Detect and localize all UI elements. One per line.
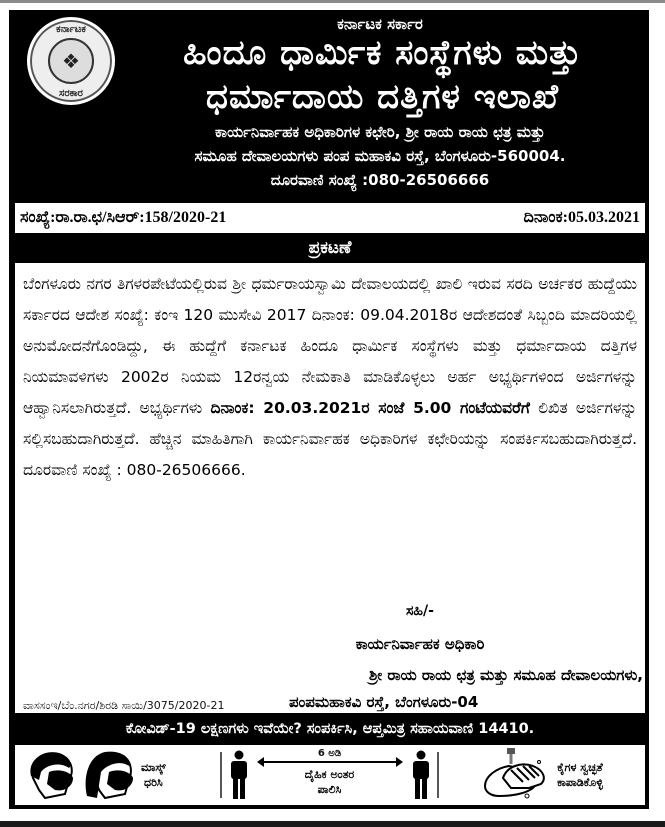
double-arrow-icon xyxy=(259,761,401,763)
signatory-office-line2: ಪಂಪಮಹಾಕವಿ ರಸ್ತೆ, ಬೆಂಗಳೂರು-04 xyxy=(289,693,479,711)
handwash-label xyxy=(557,760,603,790)
person-icon xyxy=(227,750,251,800)
covid-guidelines-strip xyxy=(15,745,645,805)
distance-value: 6 ಅಡಿ xyxy=(317,748,342,759)
emblem-arc-top: ಕರ್ನಾಟಕ xyxy=(56,24,86,35)
reference-number: ಸಂಖ್ಯೆ:ರಾ.ರಾ.ಛ/ಸಿಆರ್:158/2020-21 xyxy=(20,209,227,226)
department-title-line2: ಧರ್ಮಾದಾಯ ದತ್ತಿಗಳ ಇಲಾಖೆ xyxy=(206,77,559,117)
distance-label-line2: ಪಾಲಿಸಿ xyxy=(317,783,342,796)
signature-signed: ಸಹಿ/- xyxy=(406,603,434,619)
notice-body xyxy=(15,263,645,713)
department-title-line1: ಹಿಂದೂ ಧಾರ್ಮಿಕ ಸಂಸ್ಥೆಗಳು ಮತ್ತು xyxy=(183,33,582,73)
distance-label-line1: ದೈಹಿಕ ಅಂತರ xyxy=(304,768,355,781)
signatory-designation: ಕಾರ್ಯನಿರ್ವಾಹಕ ಅಧಿಕಾರಿ xyxy=(355,635,485,653)
notice-frame xyxy=(9,10,649,809)
reference-date: ದಿನಾಂಕ:05.03.2021 xyxy=(523,209,640,226)
reference-bar xyxy=(15,203,645,233)
distance-label xyxy=(255,767,405,797)
handwash-guideline xyxy=(439,745,645,805)
government-name: ಕರ್ನಾಟಕ ಸರ್ಕಾರ xyxy=(337,15,423,33)
office-address-line2: ಸಮೂಹ ದೇವಾಲಯಗಳು ಪಂಪ ಮಹಾಕವಿ ರಸ್ತೆ, ಬೆಂಗಳೂರು-560004. xyxy=(194,147,566,165)
covid-helpline-banner: ಕೋವಿಡ್-19 ಲಕ್ಷಣಗಳು ಇವೆಯೇ? ಸಂಪರ್ಕಿಸಿ, ಆಪ್ತಮಿತ್ರ ಸಹಾಯವಾಣಿ 14410. xyxy=(125,721,535,737)
handwash-label-line1: ಕೈಗಳ ಸ್ವಚ್ಛತೆ xyxy=(557,761,603,774)
notice-paragraph xyxy=(23,269,637,486)
mask-label-line2: ಧರಿಸಿ xyxy=(144,776,163,789)
application-deadline: ದಿನಾಂಕ: 20.03.2021ರ ಸಂಜೆ 5.00 ಗಂಟೆಯವರೆಗೆ xyxy=(210,399,530,417)
distance-indicator xyxy=(255,749,405,801)
handwash-icon xyxy=(481,748,551,802)
header xyxy=(10,11,650,201)
office-address-line1: ಕಾರ್ಯನಿರ್ವಾಹಕ ಅಧಿಕಾರಿಗಳ ಕಛೇರಿ, ಶ್ರೀ ರಾಯ ರಾಯ ಛತ್ರ ಮತ್ತು xyxy=(215,123,545,141)
emblem-inner xyxy=(48,38,94,84)
karnataka-emblem-icon xyxy=(27,17,115,105)
mask-label-line1: ಮಾಸ್ಕ್ xyxy=(141,761,166,774)
bottom-rule xyxy=(0,821,665,827)
mask-guideline xyxy=(15,745,220,805)
distance-guideline xyxy=(222,745,437,805)
handwash-label-line2: ಕಾಪಾಡಿಕೊಳ್ಳಿ xyxy=(557,776,603,789)
body-text-part2: ಲಿಖಿತ ಅರ್ಜಿಗಳನ್ನು ಸಲ್ಲಿಸಬಹುದಾಗಿರುತ್ತದೆ. ಹೆಚ್ಚಿನ ಮಾಹಿತಿಗಾಗಿ ಕಾರ್ಯನಿರ್ವಾಹಕ ಅಧಿಕಾರಿಗಳ ಕಛೇರಿಯನ್ನು ಸಂಪರ್ಕಿಸಬಹುದಾಗಿರುತ್ತದೆ. ದೂರವಾಣಿ ಸಂಖ್ಯೆ : 080-26506666. xyxy=(23,399,638,479)
gandabherunda-icon: ❖ xyxy=(62,49,80,73)
mask-label xyxy=(141,760,166,790)
woman-mask-icon xyxy=(83,750,135,800)
release-code: ವಾಸಸಂಇ/ಬೆಂ.ನಗರ/ಶಿರಡಿ ಸಾಯಿ/3075/2020-21 xyxy=(23,699,225,712)
man-mask-icon xyxy=(25,750,77,800)
notice-title: ಪ್ರಕಟಣೆ xyxy=(308,238,352,258)
person-icon xyxy=(409,750,433,800)
top-rule xyxy=(0,0,665,3)
office-phone: ದೂರವಾಣಿ ಸಂಖ್ಯೆ :080-26506666 xyxy=(270,171,490,189)
body-text-part1: ಬೆಂಗಳೂರು ನಗರ ತಿಗಳರಪೇಟೆಯಲ್ಲಿರುವ ಶ್ರೀ ಧರ್ಮರಾಯಸ್ವಾಮಿ ದೇವಾಲಯದಲ್ಲಿ ಖಾಲಿ ಇರುವ ಸರದಿ ಅರ್ಚಕರ ಹುದ್ದೆಯು ಸರ್ಕಾರದ ಆದೇಶ ಸಂಖ್ಯೆ: ಕಂಇ 120 ಮುಸೇವಿ 2017 ದಿನಾಂಕ: 09.04.2018ರ ಆದೇಶದಂತೆ ಸಿಬ್ಬಂದಿ ಮಾದರಿಯಲ್ಲಿ ಅನುಮೋದನೆಗೊಂಡಿದ್ದು, ಈ ಹುದ್ದೆಗೆ ಕರ್ನಾಟಕ ಹಿಂದೂ ಧಾರ್ಮಿಕ ಸಂಸ್ಥೆಗಳು ಮತ್ತು ಧರ್ಮಾದಾಯ ದತ್ತಿಗಳ ನಿಯಮಾವಳಿಗಳು 2002ರ ನಿಯಮ 12ರನ್ವಯ ನೇಮಕಾತಿ ಮಾಡಿಕೊಳ್ಳಲು ಅರ್ಹ ಅಭ್ಯರ್ಥಿಗಳಿಂದ ಅರ್ಜಿಗಳನ್ನು ಆಹ್ವಾನಿಸಲಾಗಿರುತ್ತದೆ. ಅಭ್ಯರ್ಥಿಗಳು xyxy=(23,275,637,417)
emblem-arc-bottom: ಸರಕಾರ xyxy=(59,88,83,99)
signatory-office-line1: ಶ್ರೀ ರಾಯ ರಾಯ ಛತ್ರ ಮತ್ತು ಸಮೂಹ ದೇವಾಲಯಗಳು, xyxy=(368,666,643,684)
